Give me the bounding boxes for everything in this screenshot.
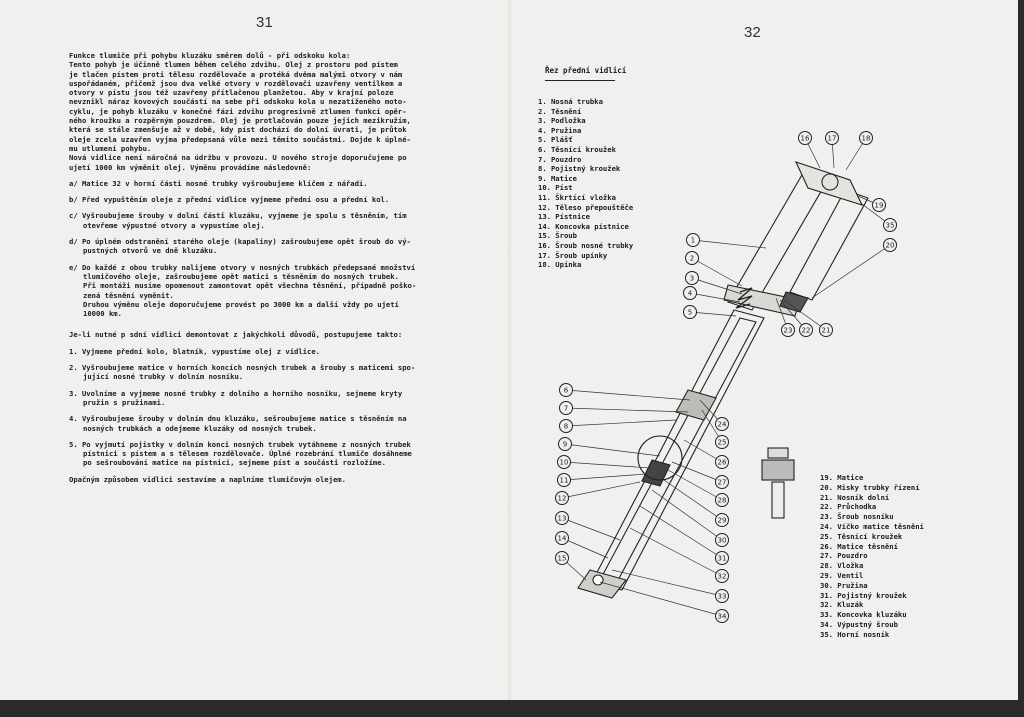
text-line: je tlačen pístem proti tělesu rozdělovače a protéká dvěma malými otvory v nám	[69, 69, 403, 79]
leader-line	[566, 420, 676, 426]
part-item: 11. Škrtící vložka	[538, 192, 616, 202]
text-line: ujetí 1000 km výměnit olej. Výměnu provádíme následovně:	[69, 162, 312, 172]
callout-number: 22	[801, 326, 811, 335]
part-item: 3. Podložka	[538, 116, 586, 126]
part-item: 34. Výpustný šroub	[820, 619, 898, 629]
callout-6	[560, 384, 691, 401]
leader-line	[630, 528, 722, 576]
text-line: Nová vidlice není náročná na údržbu v provozu. U nového stroje doporučujeme po	[69, 153, 407, 163]
part-item: 26. Matice těsnění	[820, 541, 898, 551]
step-line: pustných otvorů ve dně kluzáku.	[83, 246, 218, 256]
part-item: 6. Těsnící kroužek	[538, 144, 616, 154]
step-line: Při montáži musíme opomenout zamontovat opět všechna těsnění, případně poško-	[83, 281, 417, 291]
part-item: 29. Ventil	[820, 570, 864, 580]
callout-20	[812, 239, 897, 299]
step-line: a/ Matice 32 v horní části nosné trubky vyšroubujeme klíčem z nářadí.	[69, 178, 368, 188]
part-item: 17. Šroub upínky	[538, 250, 608, 260]
part-item: 20. Misky trubky řízení	[820, 482, 920, 492]
callout-number: 25	[717, 438, 727, 447]
callout-number: 9	[562, 440, 568, 449]
step-line: 10000 km.	[83, 309, 122, 319]
leader-line	[652, 490, 722, 540]
callout-number: 33	[717, 592, 727, 601]
part-item: 15. Šroub	[538, 231, 577, 241]
closing-line: Opačným způsobem vidlici sestavíme a naplníme tlumičovým olejem.	[69, 474, 346, 484]
text-line: nevznikl náraz kovových součástí na sebe při odskoku kola u nezatíženého moto-	[69, 97, 407, 107]
callout-1	[687, 234, 767, 249]
top-clamp	[796, 162, 862, 205]
callout-17	[826, 132, 839, 169]
callout-number: 35	[885, 221, 895, 230]
step-line: 2. Vyšroubujeme matice v horních koncích nosných trubek a šrouby s maticemi spo-	[69, 363, 416, 373]
page-number-right: 32	[744, 24, 761, 41]
callout-number: 30	[717, 536, 727, 545]
callout-number: 31	[717, 554, 727, 563]
callout-number: 4	[687, 289, 693, 298]
step-line: jující nosné trubky v dolním nosníku.	[83, 372, 244, 382]
callout-number: 1	[690, 236, 696, 245]
callout-number: 17	[827, 134, 837, 143]
leader-line	[812, 245, 890, 298]
step-line: pružin s pružinami.	[83, 397, 166, 407]
step-line: otevřeme výpustné otvory a vypustíme olej.	[83, 220, 265, 230]
leader-line	[693, 240, 766, 248]
leader-line	[566, 408, 688, 412]
callout-5	[684, 306, 737, 319]
spring-cover	[790, 190, 868, 300]
step-line: pístnici s pístem a s tělesem rozdělovače. Úplné rozebrání tlumiče dosáhneme	[83, 449, 412, 459]
callout-number: 26	[717, 458, 727, 467]
leader-line	[562, 482, 640, 498]
detail-nut-drawing	[762, 448, 794, 518]
leader-line	[564, 462, 650, 468]
leader-line	[664, 480, 722, 520]
step-line: zená těsnění vyměnit.	[83, 290, 174, 300]
part-item: 14. Koncovka pístnice	[538, 221, 629, 231]
leader-line	[689, 258, 742, 286]
step-line: nosných trubkách a odejmeme kluzáky od nosných trubek.	[83, 423, 317, 433]
part-item: 19. Matice	[820, 473, 864, 482]
callout-number: 14	[557, 534, 567, 543]
callout-18	[846, 132, 873, 171]
callout-9	[559, 438, 661, 457]
callout-number: 8	[563, 422, 569, 431]
callout-number: 11	[559, 476, 569, 485]
step-line: c/ Vyšroubujeme šrouby v dolní části kluzáku, vyjmeme je spolu s těsněním, tím	[69, 211, 407, 221]
part-item: 25. Těsnící kroužek	[820, 531, 903, 541]
callout-number: 16	[800, 134, 810, 143]
callout-number: 28	[717, 496, 727, 505]
callout-11	[558, 474, 647, 487]
step-line: d/ Po úplném odstranění starého oleje (kapaliny) zašroubujeme opět šroub do vý-	[69, 237, 411, 247]
part-item: 28. Vložka	[820, 561, 864, 571]
part-item: 5. Plášť	[538, 135, 573, 145]
step-line: 5. Po vyjmutí pojistky v dolním konci nosných trubek vytáhneme z nosných trubek	[69, 439, 411, 449]
part-item: 23. Šroub nosníku	[820, 512, 894, 522]
part-item: 32. Kluzák	[820, 600, 864, 610]
part-item: 10. Píst	[538, 183, 573, 193]
callout-number: 3	[689, 274, 695, 283]
callout-number: 34	[717, 612, 727, 621]
callout-number: 24	[717, 420, 727, 429]
step-line: 3. Uvolníme a vyjmeme nosné trubky z dolního a horního nosníku, sejmeme kryty	[69, 388, 403, 398]
part-item: 13. Pístnice	[538, 212, 590, 222]
seal-area	[676, 390, 716, 420]
leader-line	[562, 538, 608, 558]
leader-line	[612, 570, 722, 596]
text-line: která se stále zmenšuje až v době, kdy píst dochází do dolní úvrati, je průtok	[69, 125, 407, 135]
leader-line	[562, 518, 620, 540]
part-item: 30. Pružina	[820, 580, 868, 590]
part-item: 27. Pouzdro	[820, 551, 868, 561]
section-heading: Řez přední vidlicí	[545, 66, 627, 75]
part-item: 9. Matice	[538, 173, 577, 183]
callout-7	[560, 402, 689, 415]
step-line: b/ Před vypuštěním oleje z přední vidlice vyjmeme přední osu a přední kol.	[69, 195, 390, 205]
callout-number: 32	[717, 572, 727, 581]
part-item: 33. Koncovka kluzáku	[820, 610, 907, 620]
callout-number: 13	[557, 514, 567, 523]
callout-number: 2	[689, 254, 695, 263]
callout-16	[799, 132, 821, 169]
callout-number: 5	[687, 308, 693, 317]
leader-line	[565, 444, 660, 456]
part-item: 21. Nosník dolní	[820, 492, 890, 502]
callout-number: 10	[559, 458, 569, 467]
callout-number: 19	[874, 201, 884, 210]
callout-10	[558, 456, 651, 469]
part-item: 7. Pouzdro	[538, 154, 582, 164]
leader-line	[600, 582, 722, 616]
text-line: otvory v pístu jsou též uzavřeny přítlačenou planžetou. Aby v krajní poloze	[69, 88, 394, 98]
text-line: oleje zcela uzavřen vyjma předepsaná vůle mezi těmito součástmi. Dojde k úplné-	[69, 134, 411, 144]
leader-line	[564, 474, 646, 480]
part-item: 35. Horní nosník	[820, 629, 890, 639]
text-line: uspořádaném, přičemž jsou dva velké otvory v rozdělovači uzavřeny ventilkem a	[69, 78, 403, 88]
callout-number: 6	[563, 386, 569, 395]
damper-piston	[642, 460, 670, 486]
leader-line	[668, 470, 722, 500]
part-item: 1. Nosná trubka	[538, 97, 603, 106]
text-line: cyklu, je pohyb kluzáku v konečné fázi zdvihu progresivně ztlumen funkcí opěr-	[69, 106, 407, 116]
part-item: 4. Pružina	[538, 125, 582, 135]
step-line: po sešroubování matice na pístnici, sejmeme píst a součásti rozložíme.	[83, 458, 386, 468]
callout-15	[556, 552, 587, 581]
callout-number: 18	[861, 134, 871, 143]
dismantle-intro: Je-li nutné p sdní vidlici demontovat z jakýchkoli důvodů, postupujeme takto:	[69, 330, 403, 340]
part-item: 31. Pojistný kroužek	[820, 590, 907, 600]
text-line: ného kroužku a rozpěrným pouzdrem. Olej je protlačován pouze jejich mezikružím,	[69, 116, 411, 126]
part-item: 12. Těleso přepouštěče	[538, 202, 634, 212]
leader-line	[566, 390, 690, 400]
slider-end	[578, 570, 626, 598]
part-item: 24. Víčko matice těsnění	[820, 521, 924, 531]
callout-8	[560, 420, 677, 433]
part-item: 22. Průchodka	[820, 502, 877, 512]
callout-number: 27	[717, 478, 727, 487]
callout-number: 29	[717, 516, 727, 525]
text-line: Tento pohyb je účinně tlumen během celého zdvihu. Olej z prostoru pod pístem	[69, 60, 398, 70]
step-line: tlumičového oleje, zašroubujeme opět matici s těsněním do nosných trubek.	[83, 271, 399, 281]
callout-number: 15	[557, 554, 567, 563]
step-line: e/ Do každé z obou trubky nalijeme otvory v nosných trubkách předepsané množství	[69, 262, 416, 272]
step-line: 4. Vyšroubujeme šrouby v dolním dnu kluzáku, sešroubujeme matice s těsněním na	[69, 414, 407, 424]
callout-number: 7	[563, 404, 569, 413]
text-line: mu utlumení pohybu.	[69, 143, 152, 153]
page-number-left: 31	[256, 14, 273, 31]
callout-32	[630, 528, 729, 583]
text-line: Funkce tlumiče při pohybu kluzáku směrem dolů - při odskoku kola:	[69, 51, 351, 60]
step-line: Druhou výměnu oleje doporučujeme provést po 3000 km a další vždy po ujetí	[83, 299, 399, 309]
callout-number: 21	[821, 326, 831, 335]
part-item: 8. Pojistný kroužek	[538, 164, 621, 174]
callout-number: 12	[557, 494, 567, 503]
callout-number: 23	[783, 326, 793, 335]
part-item: 16. Šroub nosné trubky	[538, 240, 634, 250]
slider-body	[592, 310, 764, 590]
step-line: 1. Vyjmeme přední kolo, blatník, vypustíme olej z vidlice.	[69, 346, 320, 356]
callout-number: 20	[885, 241, 895, 250]
part-item: 18. Upínka	[538, 260, 582, 270]
axle-hole	[593, 575, 603, 585]
fork-drawing	[578, 162, 868, 598]
damper-tube	[600, 318, 756, 584]
part-item: 2. Těsnění	[538, 106, 582, 116]
